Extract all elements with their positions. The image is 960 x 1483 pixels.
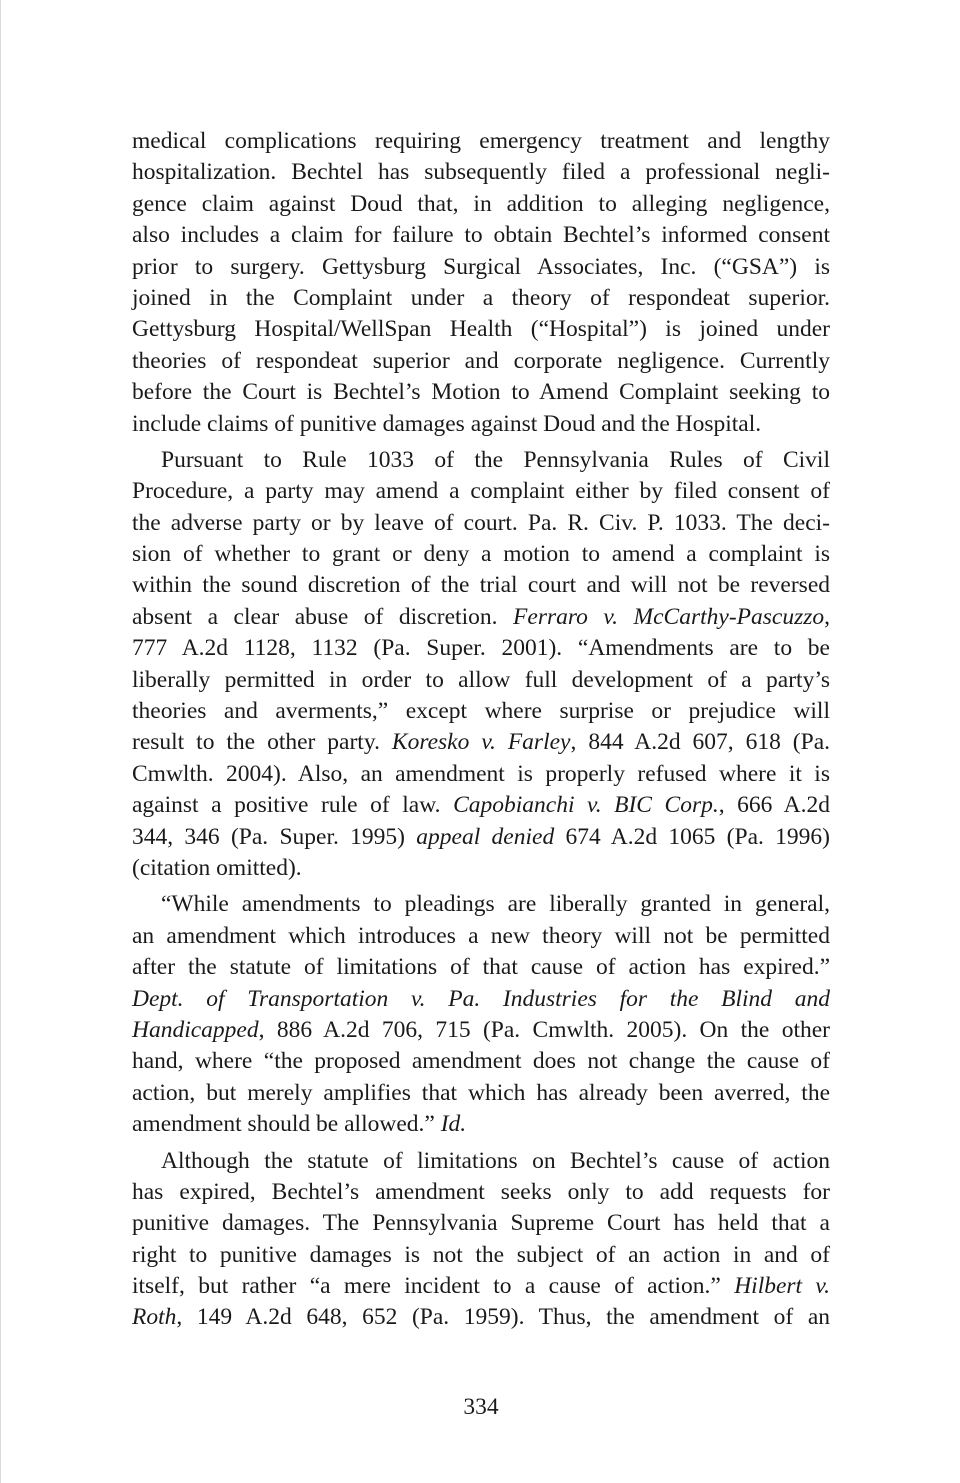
text-line bbox=[132, 283, 830, 314]
text-segment: theories and averments,” except where surprise or prejudice will bbox=[132, 698, 830, 725]
text-line bbox=[132, 889, 830, 920]
case-citation: Koresko v. Farley bbox=[391, 729, 571, 756]
text-line bbox=[132, 633, 830, 664]
text-line bbox=[132, 476, 830, 507]
text-segment: joined in the Complaint under a theory of respondeat superior. bbox=[132, 284, 830, 311]
case-citation: Id. bbox=[440, 1111, 467, 1138]
case-citation: Dept. of Transportation v. Pa. Industries for the Blind and bbox=[132, 985, 830, 1012]
text-line bbox=[132, 346, 830, 377]
text-line bbox=[132, 508, 830, 539]
text-segment: after the statute of limitations of that cause of action has expired.” bbox=[132, 954, 830, 981]
text-segment: itself, but rather “a mere incident to a cause of action.” bbox=[132, 1273, 735, 1300]
text-segment: Although the statute of limitations on Bechtel’s cause of action bbox=[161, 1147, 830, 1174]
text-line bbox=[132, 822, 830, 853]
text-segment: within the sound discretion of the trial court and will not be reversed bbox=[132, 572, 830, 599]
text-segment: Gettysburg Hospital/WellSpan Health (“Hospital”) is joined under bbox=[132, 316, 830, 343]
text-line bbox=[132, 1208, 830, 1239]
text-segment: (citation omitted). bbox=[132, 854, 302, 881]
text-line bbox=[132, 1078, 830, 1109]
text-segment: hospitalization. Bechtel has subsequently filed a professional negli- bbox=[132, 159, 830, 186]
text-line bbox=[132, 189, 830, 220]
text-segment: against a positive rule of law. bbox=[132, 792, 454, 819]
text-segment: the adverse party or by leave of court. Pa. R. Civ. P. 1033. The deci- bbox=[132, 509, 830, 536]
text-segment: , 886 A.2d 706, 715 (Pa. Cmwlth. 2005). On the other bbox=[258, 1016, 830, 1043]
text-line bbox=[132, 759, 830, 790]
text-line bbox=[132, 602, 830, 633]
text-segment: also includes a claim for failure to obtain Bechtel’s informed consent bbox=[132, 222, 830, 249]
text-segment: , bbox=[824, 603, 830, 630]
text-line bbox=[132, 790, 830, 821]
text-segment: before the Court is Bechtel’s Motion to Amend Complaint seeking to bbox=[132, 379, 830, 406]
text-segment: , 666 A.2d bbox=[718, 792, 830, 819]
text-segment: theories of respondeat superior and corporate negligence. Currently bbox=[132, 347, 830, 374]
body-text bbox=[132, 126, 830, 1339]
text-line bbox=[132, 984, 830, 1015]
text-line bbox=[132, 1240, 830, 1271]
paragraph bbox=[132, 889, 830, 1140]
text-segment: , 844 A.2d 607, 618 (Pa. bbox=[570, 729, 831, 756]
text-segment: prior to surgery. Gettysburg Surgical Associates, Inc. (“GSA”) is bbox=[132, 253, 830, 280]
text-segment: has expired, Bechtel’s amendment seeks only to add requests for bbox=[132, 1178, 830, 1205]
text-line bbox=[132, 539, 830, 570]
text-line bbox=[132, 952, 830, 983]
text-line bbox=[132, 1109, 830, 1140]
text-segment: right to punitive damages is not the subject of an action in and of bbox=[132, 1241, 830, 1268]
case-citation: Hilbert v. bbox=[734, 1273, 830, 1300]
text-segment: result to the other party. bbox=[132, 729, 392, 756]
text-segment: amendment should be allowed.” bbox=[132, 1111, 441, 1138]
paragraph bbox=[132, 1146, 830, 1334]
text-segment: sion of whether to grant or deny a motion to amend a complaint is bbox=[132, 541, 830, 568]
text-line bbox=[132, 220, 830, 251]
text-segment: 674 A.2d 1065 (Pa. 1996) bbox=[554, 823, 831, 850]
text-segment: absent a clear abuse of discretion. bbox=[132, 603, 514, 630]
case-citation: Roth bbox=[132, 1304, 177, 1331]
text-segment: gence claim against Doud that, in addition to alleging negligence, bbox=[132, 190, 830, 217]
text-line bbox=[132, 1015, 830, 1046]
text-line bbox=[132, 1046, 830, 1077]
text-segment: Procedure, a party may amend a complaint either by filed consent of bbox=[132, 478, 830, 505]
text-line bbox=[132, 727, 830, 758]
text-segment: hand, where “the proposed amendment does not change the cause of bbox=[132, 1048, 830, 1075]
text-segment: action, but merely amplifies that which has already been averred, the bbox=[132, 1079, 830, 1106]
text-line bbox=[132, 126, 830, 157]
paragraph bbox=[132, 126, 830, 440]
case-citation: Capobianchi v. BIC Corp. bbox=[453, 792, 719, 819]
text-segment: Pursuant to Rule 1033 of the Pennsylvania Rules of Civil bbox=[161, 446, 830, 473]
text-line bbox=[132, 1271, 830, 1302]
text-segment: medical complications requiring emergency treatment and lengthy bbox=[132, 128, 830, 154]
paragraph bbox=[132, 445, 830, 884]
text-line bbox=[132, 570, 830, 601]
case-citation: appeal denied bbox=[416, 823, 555, 850]
text-line bbox=[132, 157, 830, 188]
text-line bbox=[132, 445, 830, 476]
text-segment: 344, 346 (Pa. Super. 1995) bbox=[132, 823, 417, 850]
text-line bbox=[132, 1177, 830, 1208]
text-segment: punitive damages. The Pennsylvania Supreme Court has held that a bbox=[132, 1210, 830, 1237]
text-line bbox=[132, 409, 830, 440]
text-line bbox=[132, 665, 830, 696]
text-line bbox=[132, 377, 830, 408]
text-line bbox=[132, 1302, 830, 1333]
text-segment: liberally permitted in order to allow full development of a party’s bbox=[132, 666, 830, 693]
text-segment: include claims of punitive damages against Doud and the Hospital. bbox=[132, 410, 762, 437]
text-segment: an amendment which introduces a new theory will not be permitted bbox=[132, 922, 830, 949]
text-segment: , 149 A.2d 648, 652 (Pa. 1959). Thus, the amendment of an bbox=[176, 1304, 830, 1331]
case-citation: Ferraro v. McCarthy-Pascuzzo bbox=[513, 603, 825, 630]
page-number: 334 bbox=[463, 1394, 499, 1420]
text-line bbox=[132, 314, 830, 345]
text-line bbox=[132, 696, 830, 727]
text-line bbox=[132, 921, 830, 952]
text-segment: “While amendments to pleadings are liberally granted in general, bbox=[161, 891, 830, 918]
text-segment: Cmwlth. 2004). Also, an amendment is properly refused where it is bbox=[132, 760, 830, 787]
case-citation: Handicapped bbox=[132, 1016, 259, 1043]
text-line bbox=[132, 252, 830, 283]
text-segment: 777 A.2d 1128, 1132 (Pa. Super. 2001). “Amendments are to be bbox=[132, 635, 830, 662]
text-line bbox=[132, 1146, 830, 1177]
text-line bbox=[132, 853, 830, 884]
